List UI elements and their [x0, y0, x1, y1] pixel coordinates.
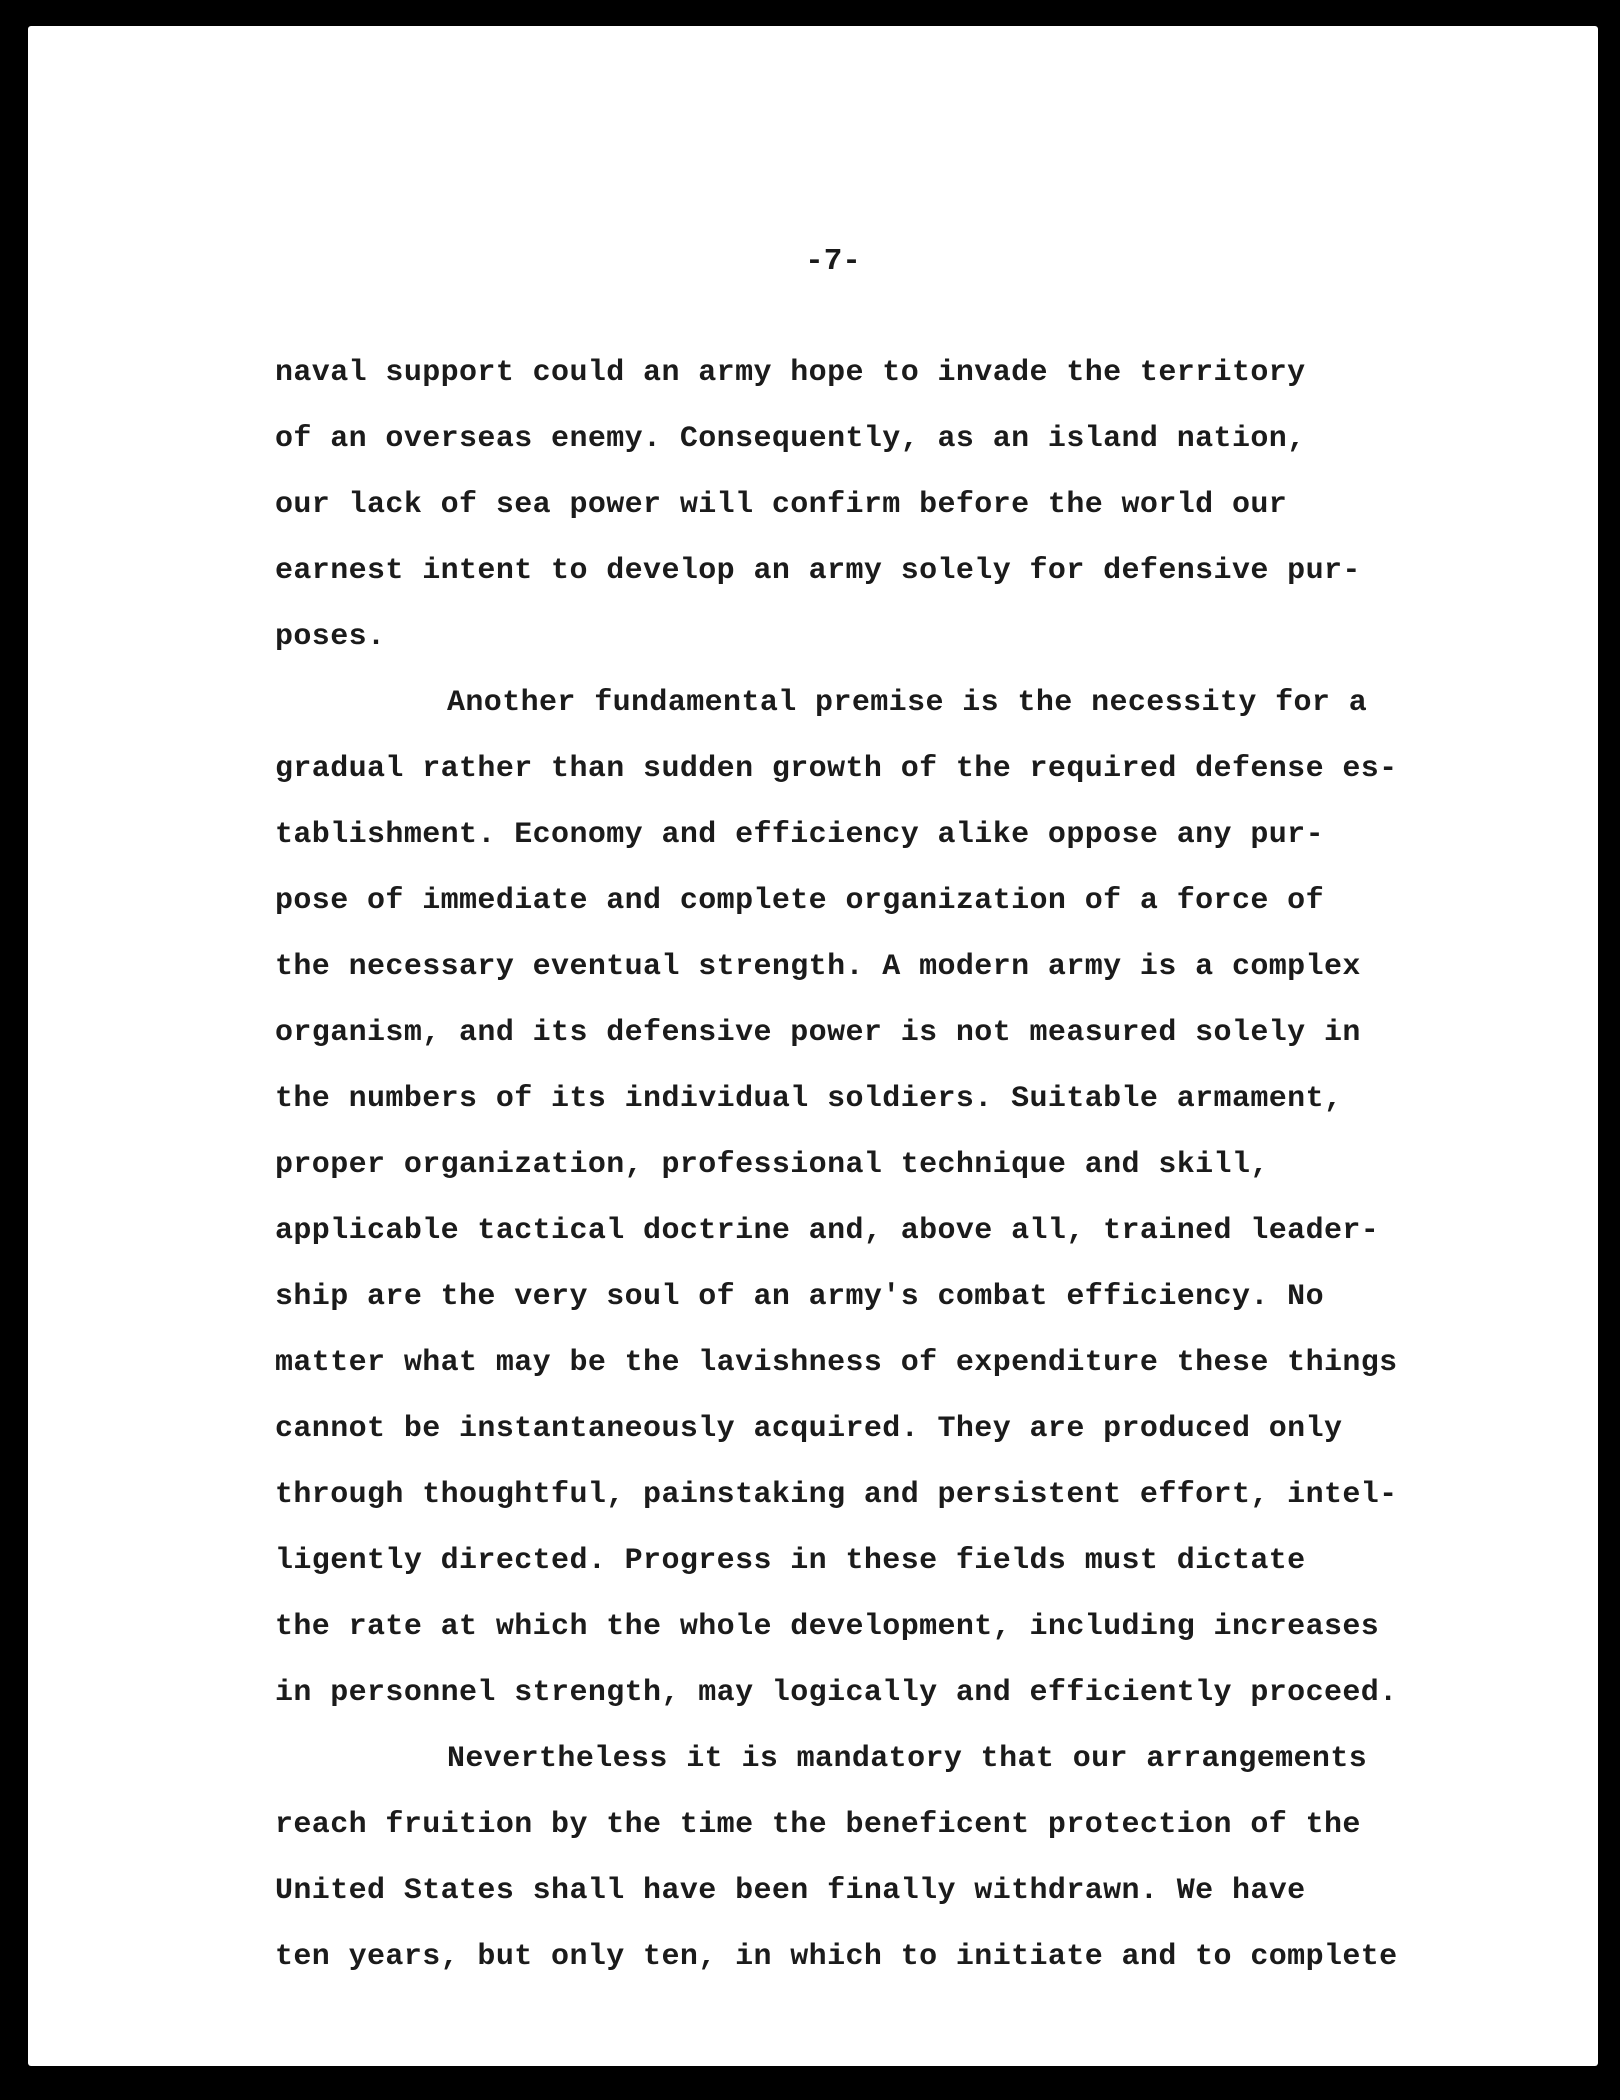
text-line: organism, and its defensive power is not measured solely in	[275, 1016, 1361, 1050]
text-line: earnest intent to develop an army solely for defensive pur-	[275, 554, 1361, 588]
text-line: pose of immediate and complete organization of a force of	[275, 884, 1324, 918]
text-line: the numbers of its individual soldiers. Suitable armament,	[275, 1082, 1343, 1116]
text-line: applicable tactical doctrine and, above all, trained leader-	[275, 1214, 1380, 1248]
text-line: our lack of sea power will confirm before the world our	[275, 488, 1288, 522]
paragraph-start-line: Nevertheless it is mandatory that our arrangements	[447, 1742, 1368, 1776]
text-line: proper organization, professional technique and skill,	[275, 1148, 1269, 1182]
text-line: ligently directed. Progress in these fields must dictate	[275, 1544, 1306, 1578]
text-line: matter what may be the lavishness of expenditure these things	[275, 1346, 1398, 1380]
text-line: ship are the very soul of an army's combat efficiency. No	[275, 1280, 1324, 1314]
text-line: the necessary eventual strength. A modern army is a complex	[275, 950, 1361, 984]
text-line: gradual rather than sudden growth of the required defense es-	[275, 752, 1398, 786]
paragraph-start-line: Another fundamental premise is the necessity for a	[447, 686, 1368, 720]
text-line: through thoughtful, painstaking and persistent effort, intel-	[275, 1478, 1398, 1512]
document-page	[28, 26, 1598, 2066]
text-line: tablishment. Economy and efficiency alike oppose any pur-	[275, 818, 1324, 852]
body-text	[275, 340, 1515, 1990]
text-line: poses.	[275, 620, 386, 654]
page-number: -7-	[805, 244, 861, 279]
text-line: the rate at which the whole development, including increases	[275, 1610, 1380, 1644]
text-line: in personnel strength, may logically and efficiently proceed.	[275, 1676, 1398, 1710]
text-line: reach fruition by the time the beneficent protection of the	[275, 1808, 1361, 1842]
text-line: United States shall have been finally withdrawn. We have	[275, 1874, 1306, 1908]
text-line: cannot be instantaneously acquired. They are produced only	[275, 1412, 1343, 1446]
text-line: naval support could an army hope to invade the territory	[275, 356, 1306, 390]
text-line: ten years, but only ten, in which to initiate and to complete	[275, 1940, 1398, 1974]
text-line: of an overseas enemy. Consequently, as an island nation,	[275, 422, 1306, 456]
